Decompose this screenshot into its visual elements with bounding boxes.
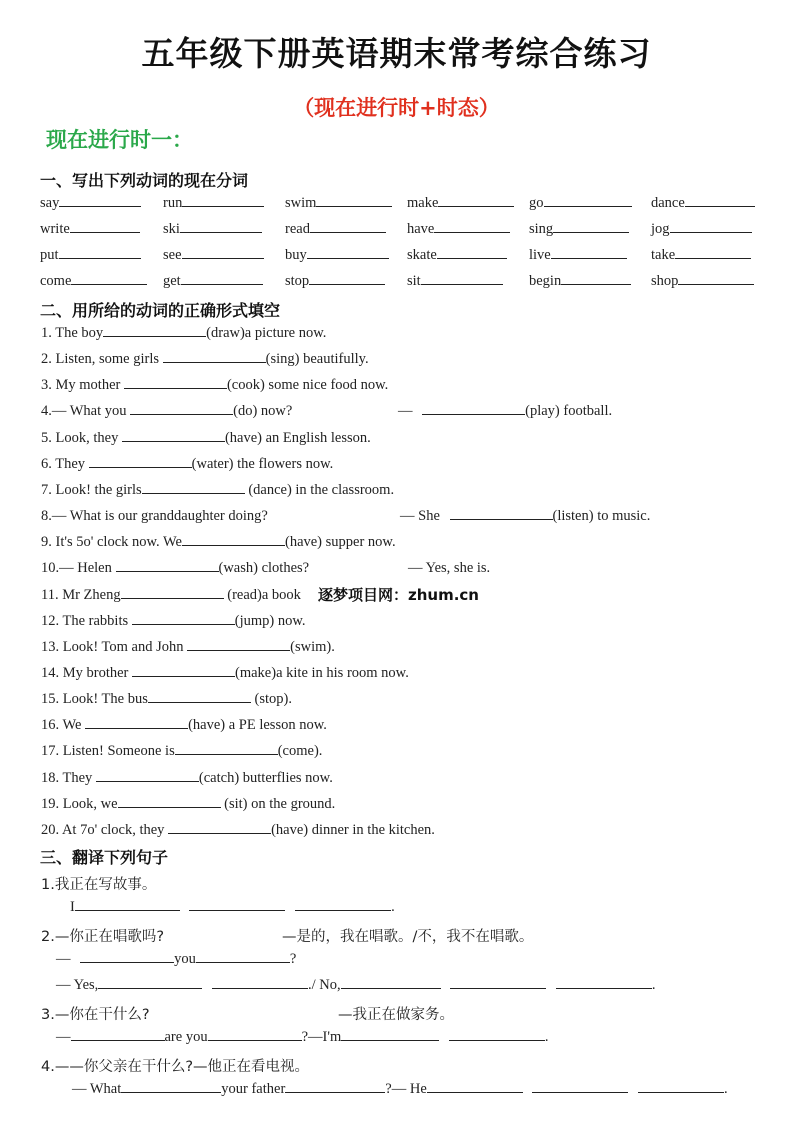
answer-blank[interactable]	[212, 977, 308, 989]
verb-item	[529, 221, 629, 238]
answer-text: your father	[221, 1081, 286, 1097]
item-text: 7. Look! the girls	[41, 481, 142, 498]
verb-word: skate	[407, 247, 437, 263]
answer-blank[interactable]	[449, 1029, 545, 1041]
answer-blank[interactable]	[132, 613, 235, 625]
verb-item	[40, 247, 141, 264]
verb-item	[529, 247, 627, 264]
answer-blank[interactable]	[142, 482, 245, 494]
item-text: 6. They	[41, 455, 89, 472]
verb-item	[407, 247, 507, 264]
answer-blank[interactable]	[122, 430, 225, 442]
answer-text: you	[174, 951, 196, 967]
page-subtitle: （现在进行时+时态）	[293, 96, 500, 120]
item-text: 2. Listen, some girls	[41, 351, 163, 368]
verb-item	[651, 273, 754, 290]
fill-item	[41, 796, 335, 813]
item-text: 18. They	[41, 769, 96, 786]
section3-heading: 三、翻译下列句子	[40, 848, 169, 867]
answer-blank[interactable]	[168, 822, 271, 834]
answer-text: ?—I'm	[301, 1029, 342, 1045]
fill-item	[41, 377, 388, 394]
answer-blank[interactable]	[310, 221, 386, 233]
fill-item	[41, 665, 409, 682]
verb-word: shop	[651, 273, 679, 289]
verb-item	[285, 247, 389, 264]
answer-blank[interactable]	[121, 587, 224, 599]
fill-item-reply	[408, 560, 490, 577]
answer-text: ?— He	[385, 1081, 427, 1097]
answer-blank[interactable]	[132, 665, 235, 677]
answer-blank[interactable]	[553, 221, 629, 233]
fill-item-reply	[398, 403, 612, 420]
answer-blank[interactable]	[118, 796, 221, 808]
verb-word: swim	[285, 195, 317, 211]
answer-blank[interactable]	[341, 1029, 439, 1041]
verb-item	[163, 195, 264, 212]
translate-a2-line1	[56, 951, 296, 968]
answer-blank[interactable]	[71, 1029, 165, 1041]
verb-item	[651, 221, 752, 238]
verb-word: begin	[529, 273, 562, 289]
answer-text: ?	[289, 951, 297, 967]
answer-blank[interactable]	[181, 273, 263, 285]
translate-a2-line2: — Yes, ./ No, .	[56, 977, 656, 993]
answer-blank[interactable]	[427, 1081, 523, 1093]
answer-text: are you	[164, 1029, 208, 1045]
verb-item	[40, 221, 140, 238]
item-text: (sit) on the ground.	[220, 795, 336, 812]
answer-blank[interactable]	[450, 977, 546, 989]
verb-word: come	[40, 273, 72, 289]
verb-word: jog	[651, 221, 670, 237]
verb-word: dance	[651, 195, 685, 211]
verb-item	[529, 273, 631, 290]
item-text: — She	[400, 508, 444, 525]
fill-item	[41, 743, 322, 760]
answer-blank[interactable]	[208, 1029, 302, 1041]
verb-item	[40, 273, 147, 290]
verb-item	[285, 195, 392, 212]
answer-blank[interactable]	[421, 273, 503, 285]
verb-item	[407, 273, 503, 290]
translate-a3-line: — are you ?—I'm .	[56, 1029, 549, 1045]
verb-word: sing	[529, 221, 554, 237]
answer-blank[interactable]	[678, 273, 754, 285]
item-text: 14. My brother	[41, 664, 133, 681]
answer-blank[interactable]	[80, 951, 174, 963]
fill-item	[41, 770, 333, 787]
item-text: (play) football.	[525, 403, 613, 420]
section1-heading: 一、写出下列动词的现在分词	[40, 171, 249, 190]
answer-blank[interactable]	[148, 691, 251, 703]
section2-heading: 二、用所给的动词的正确形式填空	[40, 301, 281, 320]
verb-item	[163, 273, 263, 290]
fill-item	[41, 639, 335, 656]
verb-word: sit	[407, 273, 421, 289]
answer-blank[interactable]	[116, 560, 219, 572]
answer-blank[interactable]	[96, 770, 199, 782]
answer-blank[interactable]	[685, 195, 755, 207]
item-text: (come).	[277, 743, 323, 760]
item-text: (have) a PE lesson now.	[188, 717, 327, 734]
answer-text: — What	[72, 1081, 122, 1097]
answer-blank[interactable]	[196, 951, 290, 963]
item-text: (stop).	[250, 691, 292, 708]
translate-q3: 3.—你在干什么?	[41, 1007, 150, 1023]
answer-blank[interactable]	[124, 377, 227, 389]
fill-item-reply	[400, 508, 650, 525]
fill-item	[41, 351, 369, 368]
fill-item	[41, 456, 333, 473]
item-text: (make)a kite in his room now.	[235, 664, 409, 681]
item-text: 20. At 7o' clock, they	[41, 821, 169, 838]
item-text: 8.— What is our granddaughter doing?	[41, 508, 268, 525]
answer-blank[interactable]	[295, 899, 391, 911]
answer-blank[interactable]	[341, 977, 441, 989]
answer-blank[interactable]	[675, 247, 751, 259]
answer-blank[interactable]	[285, 1081, 385, 1093]
verb-item	[163, 221, 262, 238]
item-text: (catch) butterflies now.	[198, 769, 333, 786]
verb-word: go	[529, 195, 544, 211]
answer-blank[interactable]	[556, 977, 652, 989]
item-text: 5. Look, they	[41, 429, 122, 446]
item-text: 19. Look, we	[41, 795, 118, 812]
verb-word: say	[40, 195, 60, 211]
translate-q4: 4.——你父亲在干什么?—他正在看电视。	[41, 1059, 310, 1075]
answer-blank[interactable]	[59, 195, 141, 207]
answer-blank[interactable]	[85, 717, 188, 729]
answer-blank[interactable]	[450, 508, 553, 520]
item-text: 11. Mr Zheng	[41, 586, 121, 603]
item-text: (read)a book	[223, 586, 301, 603]
answer-blank[interactable]	[75, 899, 180, 911]
answer-text: —	[56, 1029, 71, 1045]
verb-word: stop	[285, 273, 310, 289]
verb-word: write	[40, 221, 70, 237]
verb-item	[40, 195, 141, 212]
verb-item	[407, 221, 510, 238]
answer-blank[interactable]	[180, 221, 262, 233]
item-text: —	[398, 403, 417, 420]
answer-blank[interactable]	[59, 247, 141, 259]
item-text: (do) now?	[233, 403, 293, 420]
item-text: (sing) beautifully.	[265, 351, 369, 368]
verb-word: get	[163, 273, 181, 289]
answer-blank[interactable]	[316, 195, 392, 207]
part-heading: 现在进行时一：	[46, 128, 193, 152]
verb-item	[285, 221, 386, 238]
answer-blank[interactable]	[103, 325, 206, 337]
verb-word: run	[163, 195, 183, 211]
item-text: 15. Look! The bus	[41, 691, 148, 708]
fill-item	[41, 325, 326, 342]
fill-item	[41, 534, 396, 551]
fill-item	[41, 560, 309, 577]
verb-item	[285, 273, 385, 290]
item-text: 1. The boy	[41, 325, 104, 341]
translate-q3-answer: —我正在做家务。	[338, 1007, 454, 1023]
answer-blank[interactable]	[189, 899, 285, 911]
answer-blank[interactable]	[670, 221, 752, 233]
fill-item	[41, 482, 394, 499]
verb-word: read	[285, 221, 310, 237]
verb-word: make	[407, 195, 439, 211]
translate-a4-line: — What your father ?— He .	[72, 1081, 728, 1097]
item-text: (dance) in the classroom.	[244, 481, 395, 498]
answer-blank[interactable]	[638, 1081, 724, 1093]
answer-blank[interactable]	[98, 977, 202, 989]
answer-blank[interactable]	[182, 534, 285, 546]
item-text: (wash) clothes?	[218, 560, 310, 577]
item-text: 17. Listen! Someone is	[41, 743, 175, 760]
translate-q2-answer: —是的，我在唱歌。/不，我不在唱歌。	[282, 929, 534, 945]
answer-blank[interactable]	[70, 221, 140, 233]
answer-blank[interactable]	[182, 195, 264, 207]
answer-blank[interactable]	[422, 403, 525, 415]
verb-word: ski	[163, 221, 180, 237]
answer-blank[interactable]	[89, 456, 192, 468]
fill-item	[41, 430, 371, 447]
item-text: 12. The rabbits	[41, 612, 132, 629]
answer-blank[interactable]	[309, 273, 385, 285]
item-text: (draw)a picture now.	[206, 325, 327, 341]
item-text: 10.— Helen	[41, 560, 116, 577]
answer-text: —	[56, 951, 75, 967]
verb-word: live	[529, 247, 551, 263]
item-text: (swim).	[290, 638, 335, 655]
verb-word: have	[407, 221, 435, 237]
verb-item	[651, 195, 755, 212]
item-text: (listen) to music.	[552, 508, 651, 525]
fill-item	[41, 508, 268, 525]
answer-blank[interactable]	[187, 639, 290, 651]
item-text: 16. We	[41, 717, 86, 734]
verb-word: see	[163, 247, 182, 263]
verb-item	[163, 247, 264, 264]
item-text: — Yes, she is.	[408, 560, 491, 577]
watermark: 逐梦项目网：zhum.cn	[318, 586, 479, 604]
translate-a1-line: I .	[70, 899, 395, 915]
translate-q1: 1.我正在写故事。	[41, 877, 157, 893]
fill-item	[41, 613, 306, 630]
fill-item	[41, 717, 327, 734]
answer-text: ./ No,	[307, 977, 341, 993]
item-text: (jump) now.	[234, 612, 306, 629]
answer-blank[interactable]	[544, 195, 632, 207]
answer-blank[interactable]	[182, 247, 264, 259]
answer-text: — Yes,	[56, 977, 99, 993]
answer-blank[interactable]	[130, 403, 233, 415]
item-text: 3. My mother	[41, 377, 124, 394]
answer-blank[interactable]	[307, 247, 389, 259]
item-text: (cook) some nice food now.	[226, 377, 389, 394]
verb-item	[529, 195, 632, 212]
page-title: 五年级下册英语期末常考综合练习	[141, 34, 652, 73]
item-text: (water) the flowers now.	[191, 455, 334, 472]
answer-blank[interactable]	[71, 273, 147, 285]
answer-blank[interactable]	[561, 273, 631, 285]
verb-word: put	[40, 247, 59, 263]
item-text: (have) supper now.	[284, 534, 396, 551]
verb-word: buy	[285, 247, 307, 263]
verb-item	[651, 247, 751, 264]
answer-blank[interactable]	[163, 351, 266, 363]
item-text: 9. It's 5o' clock now. We	[41, 534, 182, 551]
item-text: 13. Look! Tom and John	[41, 638, 188, 655]
answer-start: I	[70, 899, 75, 915]
fill-item	[41, 403, 292, 420]
answer-blank[interactable]	[438, 195, 514, 207]
answer-blank[interactable]	[121, 1081, 221, 1093]
translate-q2: 2.—你正在唱歌吗?	[41, 929, 165, 945]
answer-blank[interactable]	[437, 247, 507, 259]
item-text: 4.— What you	[41, 403, 131, 420]
fill-item	[41, 587, 301, 604]
fill-item	[41, 691, 292, 708]
fill-item	[41, 822, 435, 839]
item-text: (have) dinner in the kitchen.	[271, 821, 435, 838]
answer-blank[interactable]	[551, 247, 627, 259]
answer-blank[interactable]	[175, 743, 278, 755]
verb-word: take	[651, 247, 676, 263]
verb-item	[407, 195, 514, 212]
answer-blank[interactable]	[532, 1081, 628, 1093]
answer-blank[interactable]	[434, 221, 510, 233]
item-text: (have) an English lesson.	[224, 429, 371, 446]
